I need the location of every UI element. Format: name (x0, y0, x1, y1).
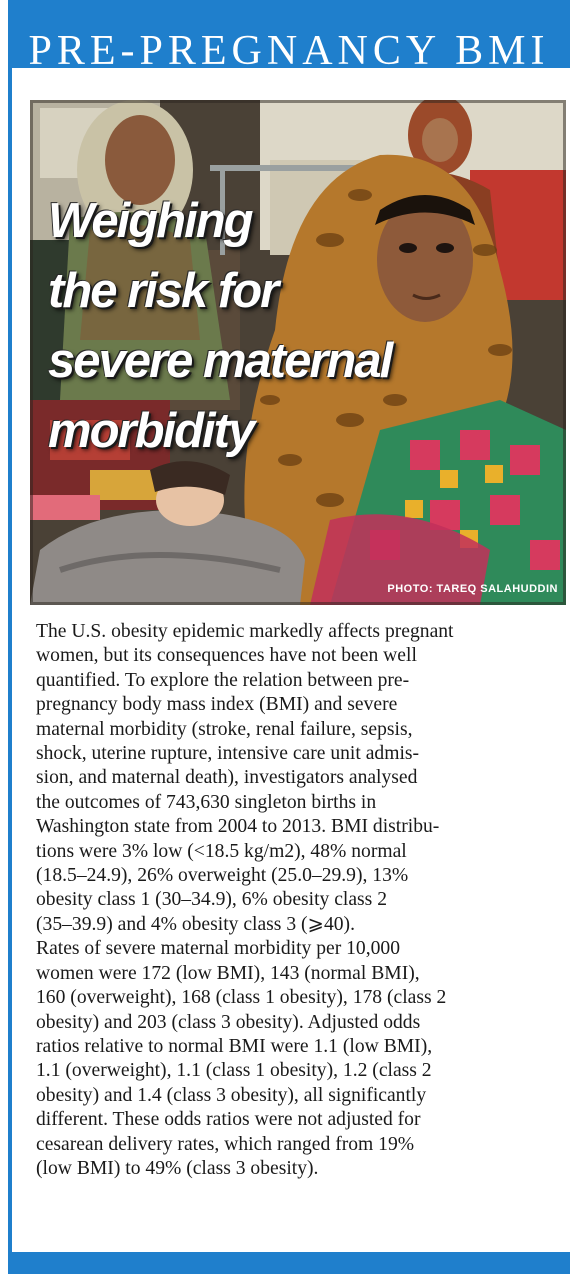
section-title: PRE-PREGNANCY BMI (28, 28, 550, 68)
feature-photo (30, 100, 566, 605)
header-band (8, 0, 570, 68)
footer-band (8, 1252, 570, 1274)
article-paragraph: The U.S. obesity epidemic markedly affects pregnant women, but its consequences have not been well quantified. To explore the relation between pre- pregnancy body mass index (BMI) and severe maternal morbidity (stroke, renal failure, sepsis, shock, uterine rupture, intensive care unit admis- sion, and maternal death), investigators analysed the outcomes of 743,630 singleton births in Washington state from 2004 to 2013. BMI distribu- tions were 3% low (<18.5 kg/m2), 48% normal (18.5–24.9), 26% overweight (25.0–29.9), 13% obesity class 1 (30–34.9), 6% obesity class 2 (35–39.9) and 4% obesity class 3 (⩾40). (36, 621, 454, 935)
headline: Weighing the risk for severe maternal morbidity (48, 194, 392, 458)
article-paragraph: Rates of severe maternal morbidity per 10,000 women were 172 (low BMI), 143 (normal BMI), 160 (overweight), 168 (class 1 obesity), 178 (class 2 obesity) and 203 (class 3 obesity). Adjusted odds ratios relative to normal BMI were 1.1 (low BMI), 1.1 (overweight), 1.1 (class 1 obesity), 1.2 (class 2 obesity) and 1.4 (class 3 obesity), all significantly different. These odds ratios were not adjusted for cesarean delivery rates, which ranged from 19% (low BMI) to 49% (class 3 obesity). (36, 938, 447, 1179)
left-border-rule (8, 68, 12, 1252)
article-body (36, 620, 576, 1181)
photo-credit: PHOTO: TAREQ SALAHUDDIN (387, 583, 558, 595)
